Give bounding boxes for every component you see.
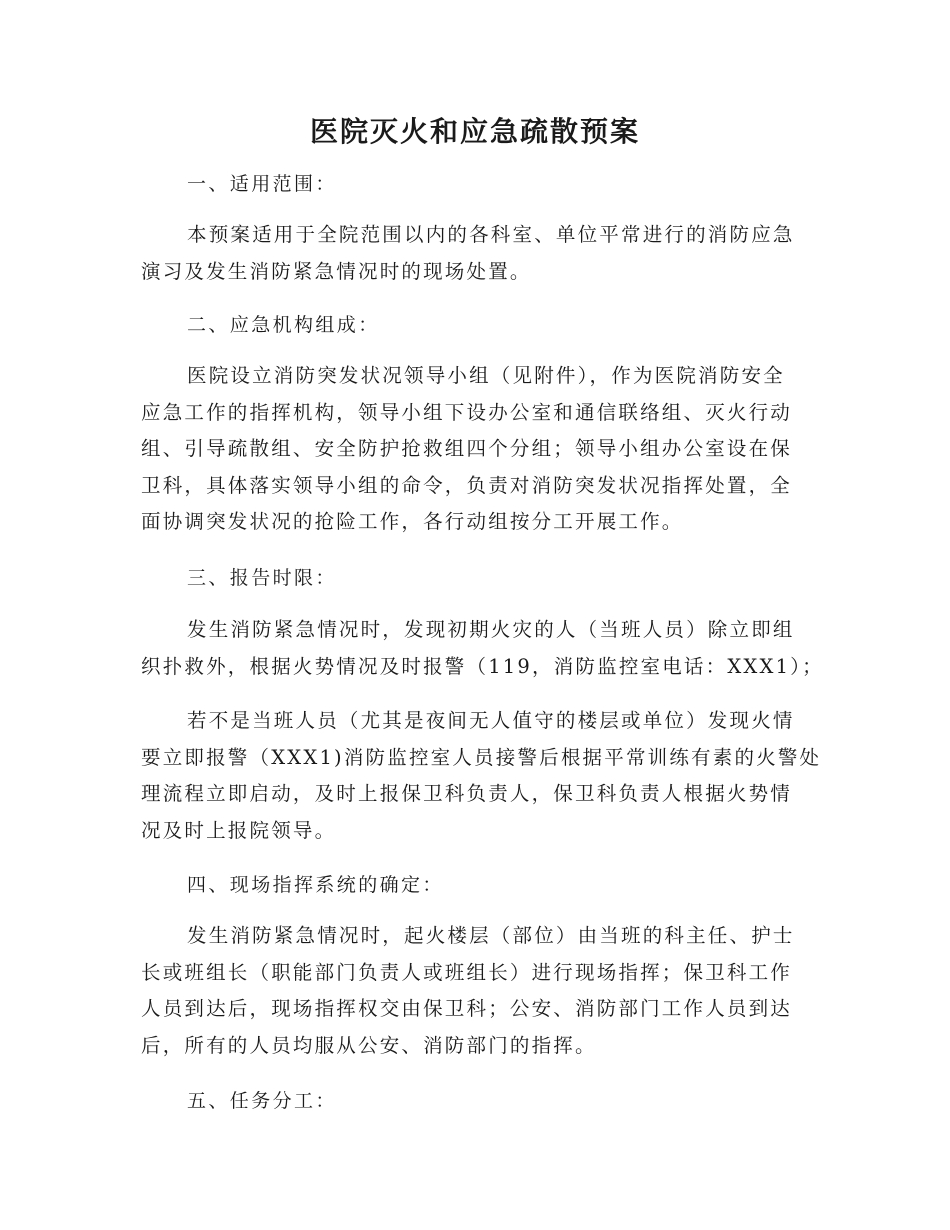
paragraph-line: 若不是当班人员（尤其是夜间无人值守的楼层或单位）发现火情 bbox=[187, 709, 795, 732]
paragraph bbox=[141, 358, 811, 541]
paragraph-line: 织扑救外，根据火势情况及时报警（119，消防监控室电话：XXX1）； bbox=[141, 654, 824, 678]
paragraph-line: 况及时上报院领导。 bbox=[141, 818, 337, 842]
paragraph-line: 医院设立消防突发状况领导小组（见附件），作为医院消防安全 bbox=[187, 364, 785, 387]
paragraph-line: 发生消防紧急情况时，起火楼层（部位）由当班的科主任、护士 bbox=[187, 924, 795, 947]
paragraph-line: 组、引导疏散组、安全防护抢救组四个分组；领导小组办公室设在保 bbox=[141, 437, 793, 460]
paragraph bbox=[141, 703, 822, 849]
paragraph-line: 后，所有的人员均服从公安、消防部门的指挥。 bbox=[141, 1033, 597, 1057]
paragraph-line: 卫科，具体落实领导小组的命令，负责对消防突发状况指挥处置，全 bbox=[141, 473, 793, 497]
section-heading: 二、应急机构组成： bbox=[187, 314, 380, 336]
paragraph bbox=[141, 612, 824, 685]
paragraph bbox=[141, 217, 811, 290]
paragraph-line: 演习及发生消防紧急情况时的现场处置。 bbox=[141, 259, 532, 283]
section-heading: 五、任务分工： bbox=[187, 1090, 337, 1112]
section-heading: 三、报告时限： bbox=[187, 567, 337, 589]
paragraph-line: 本预案适用于全院范围以内的各科室、单位平常进行的消防应急 bbox=[187, 223, 795, 246]
document-title: 医院灭火和应急疏散预案 bbox=[309, 115, 640, 148]
paragraph bbox=[141, 918, 811, 1064]
paragraph-line: 发生消防紧急情况时，发现初期火灾的人（当班人员）除立即组 bbox=[187, 618, 795, 641]
paragraph-line: 要立即报警（XXX1)消防监控室人员接警后根据平常训练有素的火警处 bbox=[141, 745, 822, 769]
paragraph-line: 应急工作的指挥机构，领导小组下设办公室和通信联络组、灭火行动 bbox=[141, 400, 793, 424]
section-heading: 四、现场指挥系统的确定： bbox=[187, 874, 444, 896]
paragraph-line: 人员到达后，现场指挥权交由保卫科；公安、消防部门工作人员到达 bbox=[141, 997, 793, 1020]
paragraph-line: 长或班组长（职能部门负责人或班组长）进行现场指挥；保卫科工作 bbox=[141, 960, 793, 984]
paragraph-line: 面协调突发状况的抢险工作，各行动组按分工开展工作。 bbox=[141, 510, 684, 533]
section-heading: 一、适用范围： bbox=[187, 173, 337, 195]
paragraph-line: 理流程立即启动，及时上报保卫科负责人，保卫科负责人根据火势情 bbox=[141, 782, 793, 805]
